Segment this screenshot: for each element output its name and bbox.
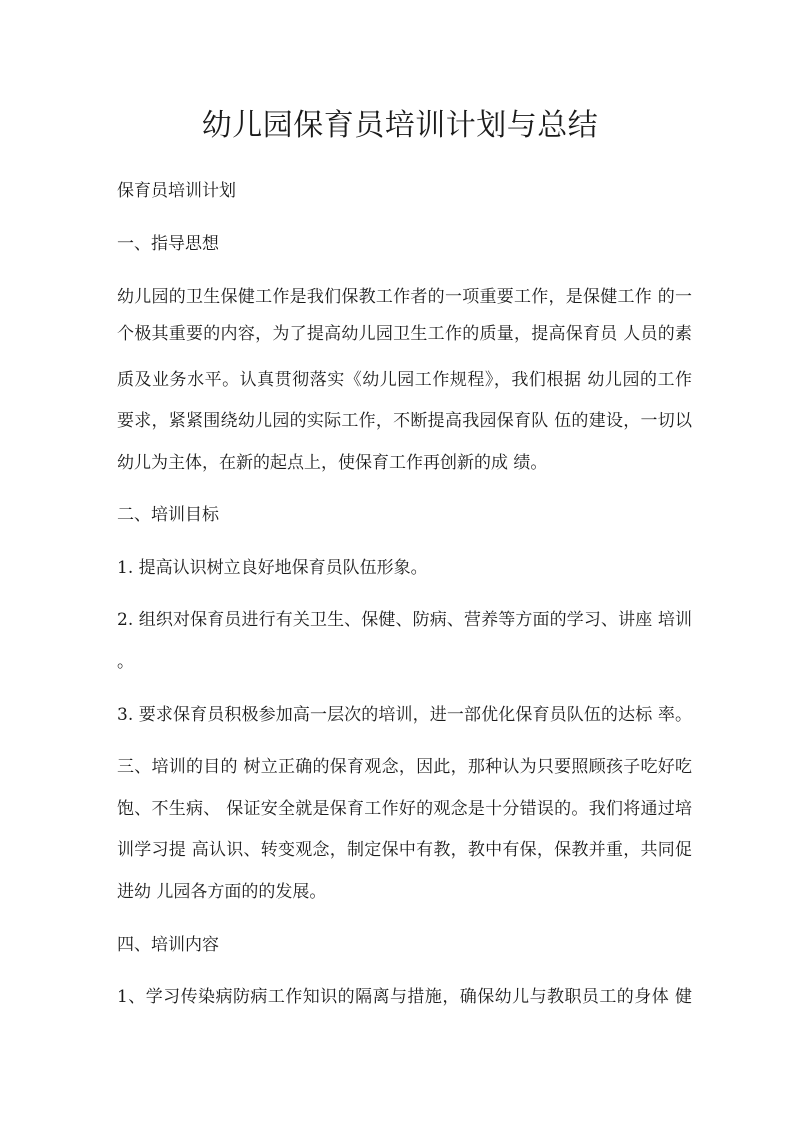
section-2-heading: 二、培训目标 xyxy=(117,505,219,525)
list-item: 2. 组织对保育员进行有关卫生、保健、防病、营养等方面的学习、讲座 培训 xyxy=(117,610,692,630)
paragraph-line: 幼儿为主体，在新的起点上，使保育工作再创新的成 绩。 xyxy=(117,453,548,473)
section-1-heading: 一、指导思想 xyxy=(117,234,219,254)
paragraph-line: 三、培训的目的 树立正确的保育观念，因此，那种认为只要照顾孩子吃好吃 xyxy=(117,757,692,777)
list-item-continuation: 。 xyxy=(117,652,134,672)
document-subtitle: 保育员培训计划 xyxy=(117,181,236,201)
paragraph-line: 个极其重要的内容，为了提高幼儿园卫生工作的质量，提高保育员 人员的素 xyxy=(117,324,692,344)
section-4-heading: 四、培训内容 xyxy=(117,935,219,955)
document-title: 幼儿园保育员培训计划与总结 xyxy=(201,108,599,143)
paragraph-line: 要求，紧紧围绕幼儿园的实际工作，不断提高我园保育队 伍的建设，一切以 xyxy=(117,411,692,431)
list-item: 1、学习传染病防病工作知识的隔离与措施，确保幼儿与教职员工的身体 健 xyxy=(117,987,692,1007)
list-item: 3. 要求保育员积极参加高一层次的培训，进一部优化保育员队伍的达标 率。 xyxy=(117,705,692,725)
paragraph-line: 幼儿园的卫生保健工作是我们保教工作者的一项重要工作，是保健工作 的一 xyxy=(117,287,692,307)
paragraph-line: 饱、不生病、 保证安全就是保育工作好的观念是十分错误的。我们将通过培 xyxy=(117,799,692,819)
list-item: 1. 提高认识树立良好地保育员队伍形象。 xyxy=(117,558,428,578)
paragraph-line: 质及业务水平。认真贯彻落实《幼儿园工作规程》，我们根据 幼儿园的工作 xyxy=(117,370,692,390)
paragraph-line: 训学习提 高认识、转变观念，制定保中有教，教中有保，保教并重，共同促 xyxy=(117,840,692,860)
paragraph-line: 进幼 儿园各方面的的发展。 xyxy=(117,882,327,902)
